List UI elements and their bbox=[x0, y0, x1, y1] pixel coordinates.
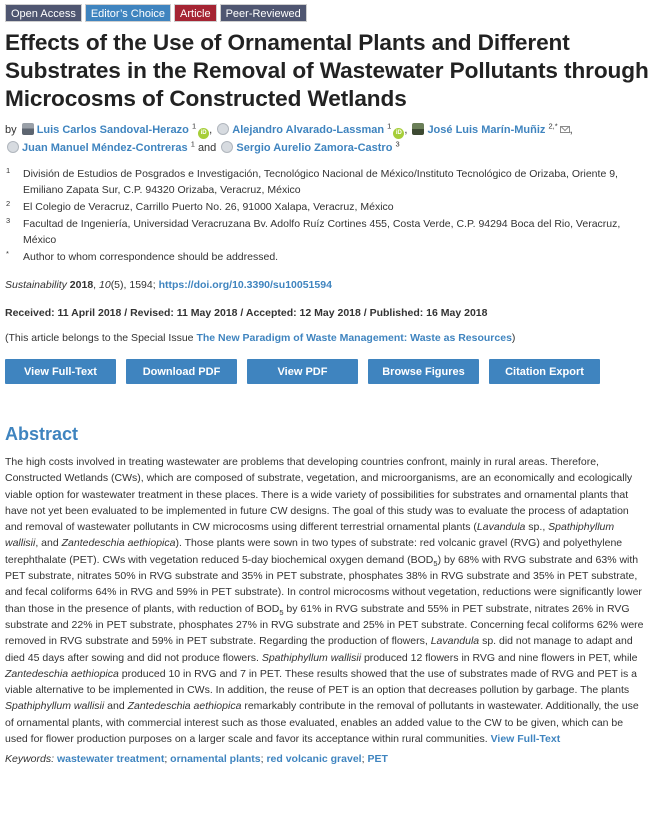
special-issue-note bbox=[5, 330, 652, 346]
author-avatar-icon bbox=[217, 123, 229, 135]
abstract-segment: ). Those plants were sown in two types of substrate: red volcanic gravel (RVG) and polyethylene terephthalate (PET). CWs with vegetation reduced 5-day biochemical oxygen demand (BOD bbox=[5, 537, 623, 566]
affiliation-text: Facultad de Ingeniería, Universidad Veracruzana Bv. Adolfo Ruíz Cortines 455, Costa Verde, C.P. 94294 Boca del Rio, Veracruz, México bbox=[23, 218, 621, 246]
view-full-text-button[interactable]: View Full-Text bbox=[5, 359, 116, 384]
citation-volume: 10 bbox=[99, 279, 111, 291]
species-name: Zantedeschia aethiopica bbox=[61, 537, 176, 550]
abstract-segment: , and bbox=[35, 537, 62, 550]
abstract-segment: produced 12 flowers in RVG and nine flowers in PET, while bbox=[361, 651, 638, 664]
species-name: Spathiphyllum wallisii bbox=[261, 651, 362, 664]
affiliation-item bbox=[5, 249, 652, 265]
author-link-1[interactable]: Luis Carlos Sandoval-Herazo bbox=[36, 124, 189, 136]
citation-line: Sustainability 2018, 10(5), 1594; https://doi.org/10.3390/su10051594 bbox=[5, 279, 332, 291]
abstract-segment: remarkably contribute in the removal of pollutants in wastewater. Additionally, the use of ornamental plants, with commercial interest such as those evaluated, enables an added value to the CW to be given, which can be used for flower production purposes on a larger scale and favor its acceptance within rural communities. bbox=[5, 700, 639, 746]
affiliation-item bbox=[5, 216, 652, 248]
download-pdf-button[interactable]: Download PDF bbox=[126, 359, 237, 384]
author-list: by Luis Carlos Sandoval-Herazo $^1$iD , Alejandro Alvarado-Lassman $^1$iD , José Luis Marín-Muñiz $^{2,*}$ , Juan Manuel Méndez-Contreras $^1$ and Sergio Aurelio Zamora-Castro $^3$ bbox=[5, 121, 573, 154]
abstract-segment: sp. did not manage to adapt and died 45 days after sowing and did not produce flowers. bbox=[5, 635, 633, 664]
subscript: 5 bbox=[433, 558, 438, 568]
keywords-label: Keywords: bbox=[5, 753, 55, 766]
author-link-2[interactable]: Alejandro Alvarado-Lassman bbox=[232, 124, 385, 136]
species-name: Lavandula bbox=[430, 635, 480, 648]
keyword-link[interactable]: ornamental plants bbox=[170, 753, 261, 766]
author-avatar-icon bbox=[221, 141, 233, 153]
keyword-link[interactable]: PET bbox=[367, 753, 388, 766]
by-label: by bbox=[5, 124, 17, 136]
special-issue-link[interactable]: The New Paradigm of Waste Management: Waste as Resources bbox=[196, 332, 512, 344]
author-photo-icon bbox=[22, 123, 34, 135]
author-link-4[interactable]: Juan Manuel Méndez-Contreras bbox=[22, 142, 188, 154]
article-type-badge: Article bbox=[174, 4, 217, 22]
species-name: Zantedeschia aethiopica bbox=[5, 667, 119, 680]
affiliation-number: 2 bbox=[6, 199, 11, 208]
citation-export-button[interactable]: Citation Export bbox=[489, 359, 600, 384]
affiliation-text: División de Estudios de Posgrados e Investigación, Tecnológico Nacional de México/Instituto Tecnológico de Orizaba, Oriente 9, Emiliano Zapata Sur, C.P. 94320 Orizaba, Veracruz, México bbox=[23, 168, 618, 196]
special-issue-suffix: ) bbox=[511, 332, 516, 344]
keywords-line: Keywords: wastewater treatment; ornamental plants; red volcanic gravel; PET bbox=[5, 753, 388, 766]
badge-row bbox=[5, 4, 652, 22]
abstract-segment: and bbox=[104, 700, 128, 713]
orcid-icon[interactable]: iD bbox=[198, 128, 209, 139]
author-link-3[interactable]: José Luis Marín-Muñiz bbox=[427, 124, 546, 136]
affiliation-number: 3 bbox=[6, 216, 11, 225]
author-photo-icon bbox=[412, 123, 424, 135]
citation-year: 2018 bbox=[69, 279, 94, 291]
affiliations bbox=[5, 166, 652, 265]
abstract-heading: Abstract bbox=[5, 424, 79, 444]
citation-issue: (5) bbox=[110, 279, 124, 291]
view-pdf-button[interactable]: View PDF bbox=[247, 359, 358, 384]
abstract-segment: by 61% in RVG substrate and 55% in PET substrate, nitrates 26% in RVG substrate and 22% in PET substrate, phosphates 27% in RVG substrate and 25% in PET substrate. Concerning fecal coliforms 62% were removed in RVG substrate and 59% in PET substrate. Regarding the production of flowers, bbox=[5, 602, 644, 648]
action-buttons bbox=[5, 359, 652, 384]
open-access-badge[interactable]: Open Access bbox=[5, 4, 82, 22]
special-issue-prefix: (This article belongs to the Special Issue bbox=[5, 332, 194, 344]
keyword-link[interactable]: red volcanic gravel bbox=[266, 753, 362, 766]
journal-name[interactable]: Sustainability bbox=[5, 279, 67, 291]
affiliation-number: * bbox=[6, 249, 9, 258]
species-name: Zantedeschia aethiopica bbox=[127, 700, 242, 713]
abstract-view-full-text-link[interactable]: View Full-Text bbox=[490, 733, 561, 746]
publication-dates: Received: 11 April 2018 / Revised: 11 May 2018 / Accepted: 12 May 2018 / Published: 16 May 2018 bbox=[5, 307, 488, 319]
doi-link[interactable]: https://doi.org/10.3390/su10051594 bbox=[158, 279, 332, 291]
editors-choice-badge[interactable]: Editor’s Choice bbox=[85, 4, 171, 22]
abstract-segment: sp., bbox=[525, 521, 549, 534]
citation-article: , 1594; bbox=[123, 279, 156, 291]
abstract-segment: produced 10 in RVG and 7 in PET. These results showed that the use of substrates made of RVG and PET is a viable alternative to be implemented in CWs. In addition, the reuse of PET is an option that decreases pollution by garbage. The plants bbox=[5, 667, 637, 697]
abstract-segment: ) by 68% with RVG substrate and 63% with PET substrate, nitrates 50% in RVG substrate and 35% in PET substrate, phosphates 38% in RVG substrate and 35% in PET substrate, and fecal coliforms 64% in RVG and 59% in PET substrate). In control microcosms without vegetation, reductions were significantly lower than those in the presence of plants, with reduction of BOD bbox=[5, 553, 642, 615]
author-affil-sup: 3 bbox=[395, 139, 400, 149]
species-name: Spathiphyllum wallisii bbox=[5, 700, 105, 713]
affiliation-item bbox=[5, 199, 652, 215]
and-label: and bbox=[197, 142, 217, 154]
browse-figures-button[interactable]: Browse Figures bbox=[368, 359, 479, 384]
author-affil-sup: 1 bbox=[191, 121, 197, 131]
abstract-segment: The high costs involved in treating wastewater are problems that developing countries confront, mainly in rural areas. Therefore, Constructed Wetlands (CWs), which are composed of substrate, vegetation, and microorganisms, are an economically and ecologically viable option for wastewater treatment in these places. There is a wide variety of possibilities for substrates and ornamental plants that have not yet been evaluated to be implemented in future CW designs. The goal of this study was to evaluate the process of adaptation and removal of wastewater pollutants in CW microcosms using different terrestrial ornamental plants ( bbox=[5, 456, 633, 534]
author-link-5[interactable]: Sergio Aurelio Zamora-Castro bbox=[236, 142, 393, 154]
author-avatar-icon bbox=[7, 141, 19, 153]
affiliation-text: Author to whom correspondence should be addressed. bbox=[23, 251, 279, 263]
species-name: Lavandula bbox=[476, 521, 526, 534]
author-affil-sup: 2,* bbox=[548, 121, 558, 131]
peer-reviewed-badge[interactable]: Peer-Reviewed bbox=[220, 4, 307, 22]
orcid-icon[interactable]: iD bbox=[393, 128, 404, 139]
abstract-text bbox=[5, 454, 652, 747]
author-affil-sup: 1 bbox=[387, 121, 392, 131]
email-icon[interactable] bbox=[560, 126, 570, 133]
affiliation-text: El Colegio de Veracruz, Carrillo Puerto No. 26, 91000 Xalapa, Veracruz, México bbox=[23, 201, 394, 213]
species-name: Spathiphyllum wallisii bbox=[5, 521, 615, 550]
affiliation-number: 1 bbox=[6, 166, 11, 175]
author-affil-sup: 1 bbox=[190, 139, 195, 149]
keyword-link[interactable]: wastewater treatment bbox=[56, 753, 165, 766]
article-title: Effects of the Use of Ornamental Plants and Different Substrates in the Removal of Wastewater Pollutants through Microcosms of Constructed Wetlands bbox=[5, 30, 649, 111]
subscript: 5 bbox=[279, 607, 284, 617]
affiliation-item bbox=[5, 166, 652, 198]
